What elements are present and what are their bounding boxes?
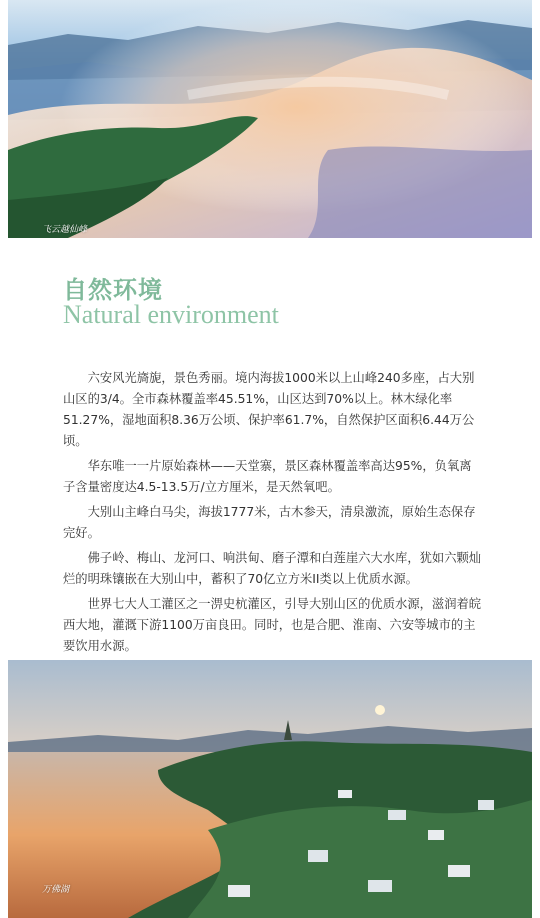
paragraph: 六安风光旖旎，景色秀丽。境内海拔1000米以上山峰240多座，占大别山区的3/4。全市森林覆盖率45.51%，山区达到70%以上。林木绿化率51.27%，湿地面积8.36万公顷、保护率61.7%，自然保护区面积6.44万公顷。: [63, 371, 475, 448]
article-body: [63, 368, 483, 661]
paragraph: 大别山主峰白马尖，海拔1777米，古木参天，清泉激流，原始生态保存完好。: [63, 505, 476, 540]
section-title-chinese: 自然环境: [63, 275, 163, 304]
section-title-english: Natural environment: [63, 300, 279, 329]
photo-caption: 万佛湖: [42, 885, 70, 895]
paragraph: 佛子岭、梅山、龙河口、响洪甸、磨子潭和白莲崖六大水库，犹如六颗灿烂的明珠镶嵌在大别山中，蓄积了70亿立方米II类以上优质水源。: [63, 551, 482, 586]
paragraph: 世界七大人工灌区之一淠史杭灌区，引导大别山区的优质水源，滋润着皖西大地，灌溉下游1100万亩良田。同时，也是合肥、淮南、六安等城市的主要饮用水源。: [63, 597, 482, 653]
photo-caption: 飞云越仙峰: [42, 225, 88, 235]
sea-of-clouds-photo: [8, 0, 532, 238]
paragraph: 华东唯一一片原始森林——天堂寨，景区森林覆盖率高达95%，负氧离子含量密度达4.5-13.5万/立方厘米，是天然氧吧。: [63, 459, 472, 494]
lake-sunset-photo: [8, 660, 532, 918]
